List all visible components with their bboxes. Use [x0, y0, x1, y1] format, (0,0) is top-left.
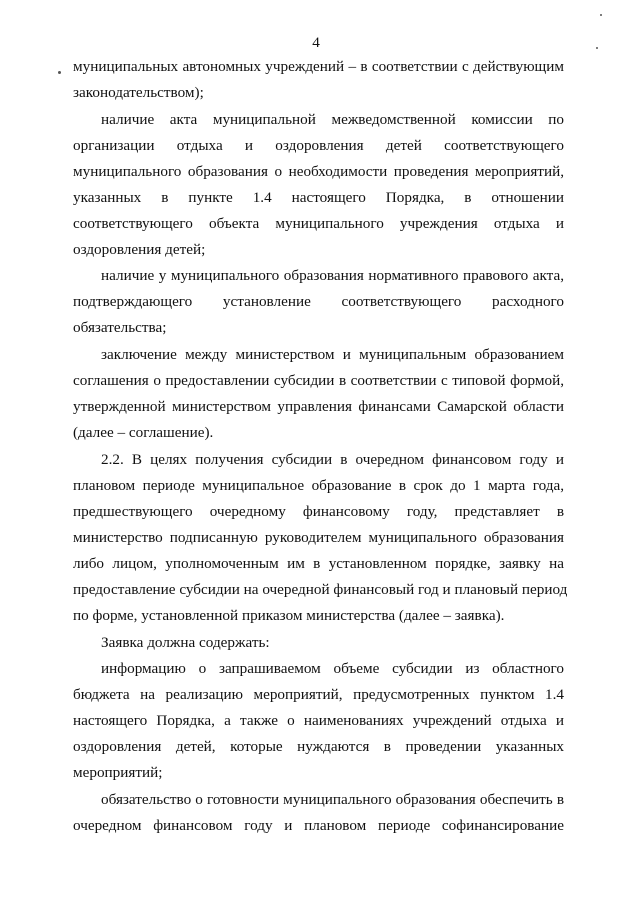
- text-line: заключение между министерством и муниципальным образованием: [101, 346, 564, 363]
- text-line: 2.2. В целях получения субсидии в очередном финансовом году и: [101, 451, 564, 468]
- scan-speck: [600, 14, 602, 16]
- text-line: министерство подписанную руководителем муниципального образования: [73, 529, 564, 546]
- text-line: очередном финансовом году и плановом периоде софинансирование: [73, 817, 564, 834]
- text-line: настоящего Порядка, а также о наименованиях учреждений отдыха и: [73, 712, 564, 729]
- text-line: обязательство о готовности муниципального образования обеспечить в: [101, 791, 564, 808]
- text-line: плановом периоде муниципальное образование в срок до 1 марта года,: [73, 477, 564, 494]
- text-line: предоставление субсидии на очередной финансовый год и плановый период: [73, 581, 568, 598]
- scan-speck: [58, 71, 61, 74]
- page-number: 4: [312, 34, 320, 51]
- text-line: утвержденной министерством управления финансами Самарской области: [73, 398, 564, 415]
- text-line: подтверждающего установление соответствующего расходного: [73, 293, 564, 310]
- text-line: наличие акта муниципальной межведомственной комиссии по: [101, 111, 564, 128]
- text-line: муниципального образования о необходимости проведения мероприятий,: [73, 163, 564, 180]
- text-line: организации отдыха и оздоровления детей соответствующего: [73, 137, 564, 154]
- text-line: соответствующего объекта муниципального учреждения отдыха и: [73, 215, 564, 232]
- text-line: (далее – соглашение).: [73, 424, 214, 441]
- text-line: бюджета на реализацию мероприятий, предусмотренных пунктом 1.4: [73, 686, 564, 703]
- text-line: оздоровления детей, которые нуждаются в проведении указанных: [73, 738, 564, 755]
- text-line: муниципальных автономных учреждений – в соответствии с действующим: [73, 58, 564, 75]
- text-line: по форме, установленной приказом министерства (далее – заявка).: [73, 607, 505, 624]
- text-line: либо лицом, уполномоченным им в установленном порядке, заявку на: [73, 555, 564, 572]
- text-line: информацию о запрашиваемом объеме субсидии из областного: [101, 660, 564, 677]
- text-line: наличие у муниципального образования нормативного правового акта,: [101, 267, 564, 284]
- text-line: указанных в пункте 1.4 настоящего Порядка, в отношении: [73, 189, 564, 206]
- text-line: Заявка должна содержать:: [101, 634, 270, 651]
- text-line: мероприятий;: [73, 764, 163, 781]
- text-line: предшествующего очередному финансовому году, представляет в: [73, 503, 564, 520]
- text-line: оздоровления детей;: [73, 241, 206, 258]
- text-line: законодательством);: [73, 84, 204, 101]
- text-line: соглашения о предоставлении субсидии в соответствии с типовой формой,: [73, 372, 564, 389]
- text-line: обязательства;: [73, 319, 167, 336]
